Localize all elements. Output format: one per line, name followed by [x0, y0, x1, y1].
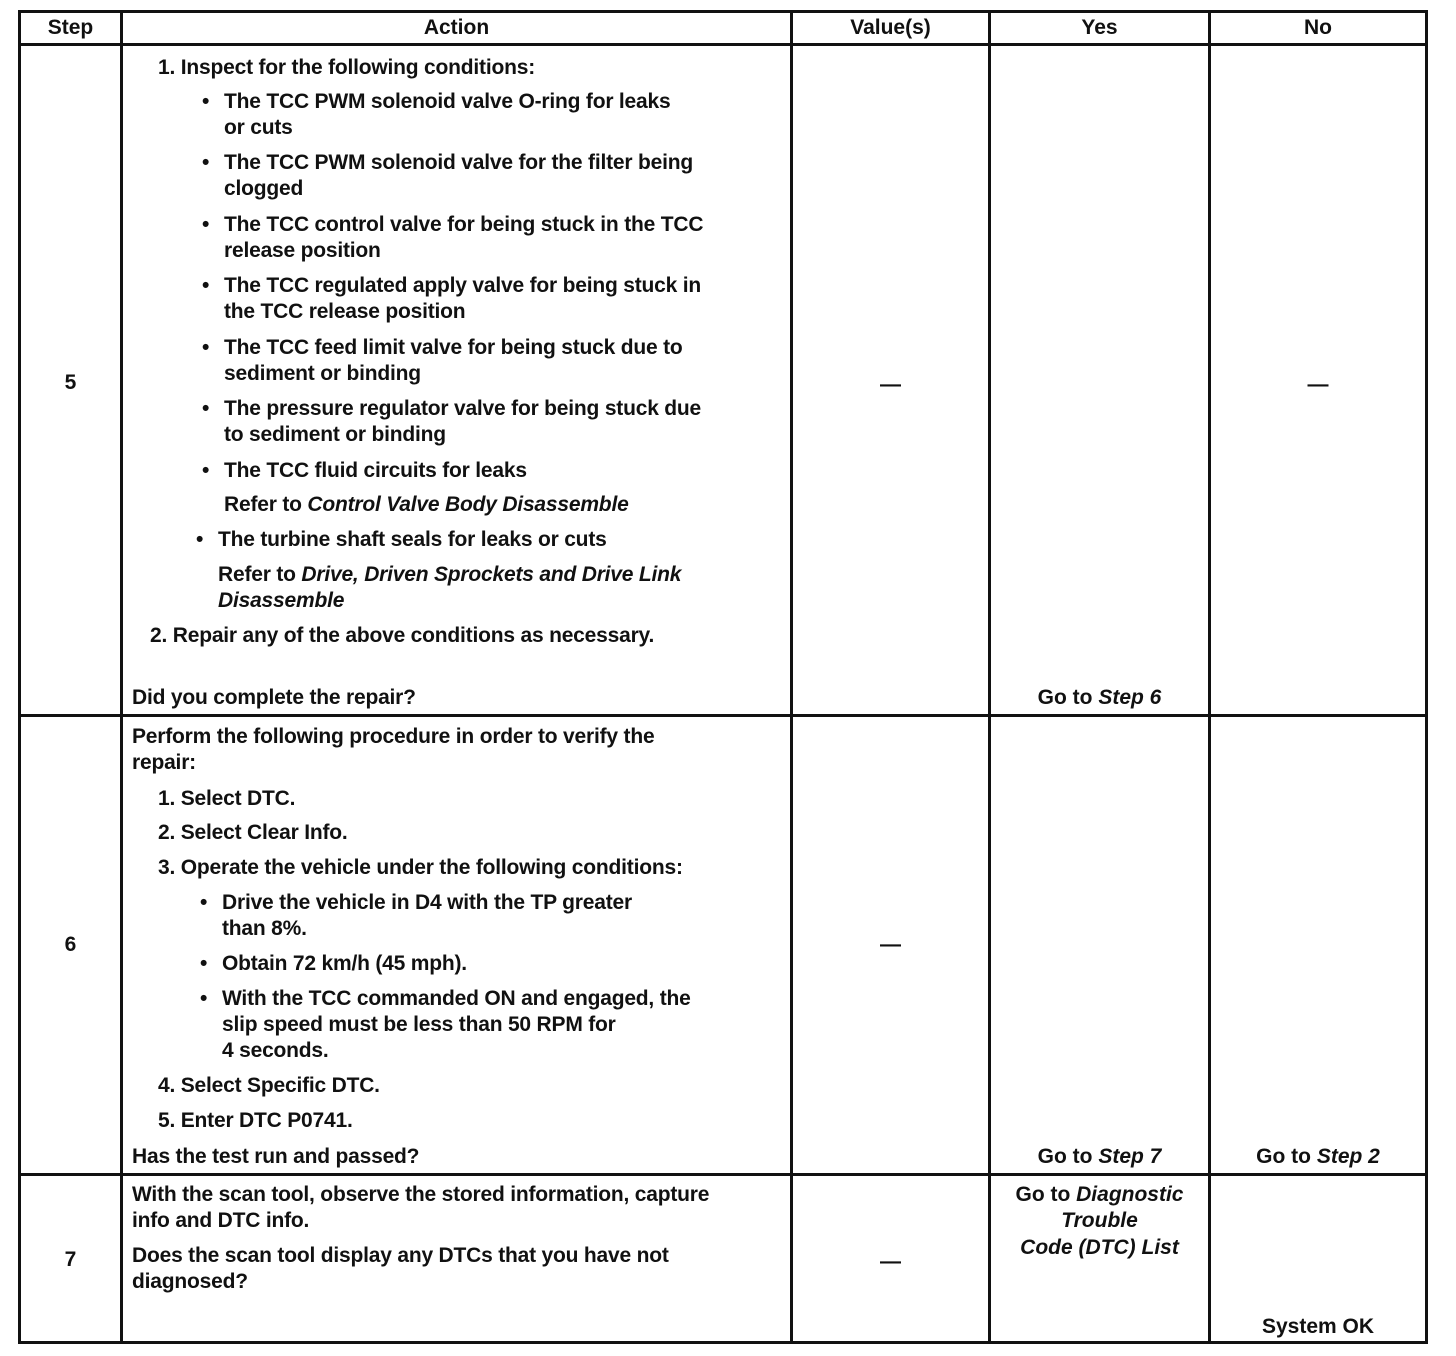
goto-prefix: Go to [1037, 1145, 1099, 1168]
row7-values: — [880, 1250, 901, 1273]
row5-b1-line2: or cuts [224, 116, 293, 139]
row5-b5-line1: The TCC feed limit valve for being stuck due to [224, 336, 683, 359]
goto-step-7-link[interactable]: Step 7 [1098, 1145, 1162, 1168]
header-no: No [1304, 16, 1332, 39]
row6-c2: Obtain 72 km/h (45 mph). [222, 952, 467, 975]
header-step: Step [47, 16, 94, 39]
row5-b2-line2: clogged [224, 177, 304, 200]
ref-prefix: Refer to [224, 493, 308, 516]
row6-question: Has the test run and passed? [132, 1145, 420, 1168]
goto-dtc-list-link[interactable]: Diagnostic [1076, 1183, 1184, 1206]
row6-step1: 1. Select DTC. [158, 787, 296, 810]
goto-prefix: Go to [1015, 1183, 1077, 1206]
row5-b6-line2: to sediment or binding [224, 423, 446, 446]
table-bottom-border [18, 1341, 1428, 1344]
row6-bottom-border [18, 1173, 1428, 1176]
row6-values: — [880, 933, 901, 956]
row5-bottom-border [18, 714, 1428, 717]
bullet-icon: • [202, 151, 210, 174]
header-yes: Yes [1081, 16, 1118, 39]
header-values: Value(s) [850, 16, 931, 39]
row6-step3: 3. Operate the vehicle under the following conditions: [158, 856, 683, 879]
row6-c3-line2: slip speed must be less than 50 RPM for [222, 1013, 616, 1036]
row7-question-line1: Does the scan tool display any DTCs that you have not [132, 1244, 669, 1267]
row7-question-line2: diagnosed? [132, 1270, 248, 1293]
goto-prefix: Go to [1256, 1145, 1317, 1168]
row5-step: 5 [64, 371, 77, 394]
row5-b5-line2: sediment or binding [224, 362, 421, 385]
ref-prefix: Refer to [218, 563, 302, 586]
row5-ref2-line1 [218, 562, 681, 588]
row6-step: 6 [64, 933, 77, 956]
row5-b2-line1: The TCC PWM solenoid valve for the filter being [224, 151, 693, 174]
row5-question: Did you complete the repair? [132, 686, 416, 709]
row6-step4: 4. Select Specific DTC. [158, 1074, 380, 1097]
row5-b8: The turbine shaft seals for leaks or cuts [218, 528, 607, 551]
ref-link-drive-sprockets[interactable]: Drive, Driven Sprockets and Drive Link [301, 563, 682, 586]
row7-yes-line3[interactable]: Code (DTC) List [1020, 1236, 1179, 1259]
row6-step5: 5. Enter DTC P0741. [158, 1109, 353, 1132]
row7-yes-line2[interactable]: Trouble [1061, 1209, 1138, 1232]
goto-step-6-link[interactable]: Step 6 [1098, 686, 1162, 709]
row6-step2: 2. Select Clear Info. [158, 821, 348, 844]
row6-c1-line1: Drive the vehicle in D4 with the TP greater [222, 891, 632, 914]
row5-b1-line1: The TCC PWM solenoid valve O-ring for leaks [224, 90, 671, 113]
row5-values: — [880, 373, 901, 396]
row6-no [1211, 1144, 1425, 1170]
goto-step-2-link[interactable]: Step 2 [1316, 1145, 1380, 1168]
row6-yes [991, 1144, 1208, 1170]
bullet-icon: • [200, 891, 208, 914]
col-border-left [18, 10, 21, 1344]
row5-no: — [1307, 373, 1329, 396]
bullet-icon: • [202, 397, 210, 420]
row5-b4-line2: the TCC release position [224, 300, 466, 323]
row5-b3-line1: The TCC control valve for being stuck in the TCC [224, 213, 704, 236]
row6-intro-line2: repair: [132, 751, 196, 774]
col-border-right [1425, 10, 1428, 1344]
row5-b4-line1: The TCC regulated apply valve for being stuck in [224, 274, 701, 297]
col-border-step-action [120, 10, 123, 1344]
bullet-icon: • [202, 213, 210, 236]
row6-intro-line1: Perform the following procedure in order to verify the [132, 725, 655, 748]
bullet-icon: • [196, 528, 204, 551]
table-top-border [18, 10, 1428, 13]
bullet-icon: • [200, 952, 208, 975]
bullet-icon: • [202, 274, 210, 297]
bullet-icon: • [202, 336, 210, 359]
row5-b7: The TCC fluid circuits for leaks [224, 459, 527, 482]
header-bottom-border [18, 43, 1428, 46]
row7-no: System OK [1261, 1315, 1375, 1338]
row6-c3-line1: With the TCC commanded ON and engaged, the [222, 987, 691, 1010]
bullet-icon: • [202, 90, 210, 113]
row6-c3-line3: 4 seconds. [222, 1039, 329, 1062]
row5-item2: 2. Repair any of the above conditions as necessary. [150, 624, 655, 647]
row5-yes [991, 685, 1208, 711]
ref-link-control-valve[interactable]: Control Valve Body Disassemble [307, 493, 629, 516]
row7-action-line2: info and DTC info. [132, 1209, 310, 1232]
row7-step: 7 [64, 1248, 77, 1271]
row5-b6-line1: The pressure regulator valve for being stuck due [224, 397, 702, 420]
bullet-icon: • [202, 459, 210, 482]
row5-item1: 1. Inspect for the following conditions: [158, 56, 535, 79]
bullet-icon: • [200, 987, 208, 1010]
row7-action-line1: With the scan tool, observe the stored information, capture [132, 1183, 710, 1206]
row5-ref2-line2[interactable]: Disassemble [218, 589, 345, 612]
col-border-action-values [790, 10, 793, 1344]
row7-yes-line1 [991, 1182, 1208, 1208]
row6-c1-line2: than 8%. [222, 917, 307, 940]
row5-ref1 [224, 492, 629, 518]
goto-prefix: Go to [1037, 686, 1099, 709]
header-action: Action [423, 16, 490, 39]
row5-b3-line2: release position [224, 239, 381, 262]
